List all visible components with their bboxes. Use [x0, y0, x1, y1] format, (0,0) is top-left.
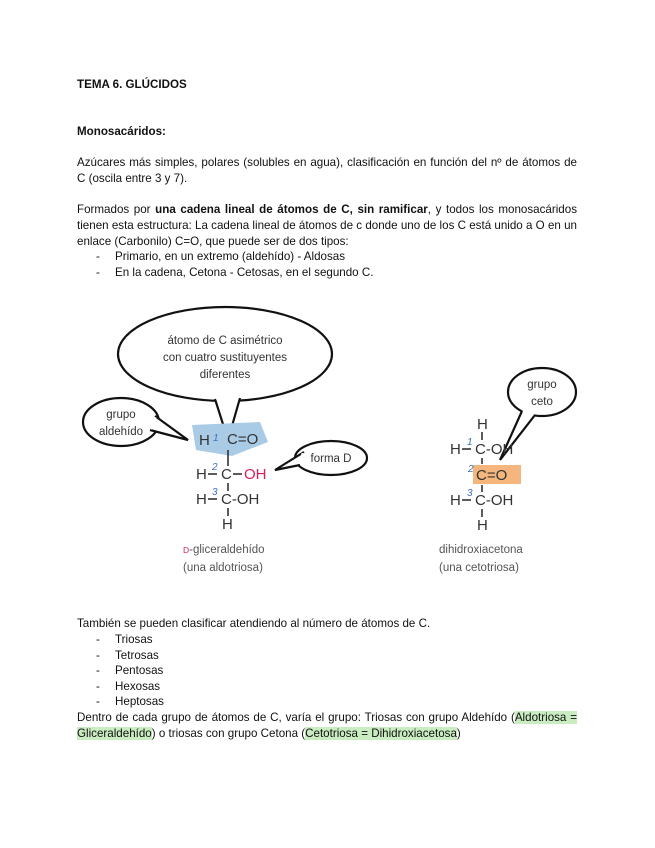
- structure-text-pre: Formados por: [77, 203, 156, 216]
- ketose-num-3: 3: [467, 488, 473, 499]
- bubble-keto-line1: grupo: [527, 379, 557, 391]
- bubble-top-line2: con cuatro sustituyentes: [162, 352, 288, 364]
- structure-text-bold: una cadena lineal de átomos de C, sin ramificar: [155, 203, 428, 216]
- list-item: - Hexosas: [96, 680, 161, 693]
- section-heading: Monosacáridos:: [77, 125, 166, 138]
- bubble-top-line1: átomo de C asimétrico: [167, 335, 283, 347]
- aldose-row2-c: C: [221, 466, 232, 483]
- highlight-gliceraldehido: Gliceraldehído: [77, 727, 152, 740]
- aldose-num-1: 1: [213, 433, 219, 444]
- bubble-keto-line2: ceto: [531, 396, 553, 408]
- group-paragraph: Dentro de cada grupo de átomos de C, varía el grupo: Triosas con grupo Aldehído (Aldotriosa = Gliceraldehído) o triosas con grupo Cetona (Cetotriosa = Dihidroxiacetosa): [77, 711, 577, 740]
- list-item: - Primario, en un extremo (aldehído) - Aldosas: [96, 250, 346, 263]
- list-item: - Tetrosas: [96, 649, 159, 662]
- aldose-row2-h: H: [196, 466, 207, 483]
- bubble-aldehyde-group: [83, 398, 188, 446]
- highlight-cetotriosa: Cetotriosa = Dihidroxiacetosa: [305, 727, 457, 740]
- aldose-hydroxyl-red: OH: [244, 466, 267, 483]
- bubble-d-form-label: forma D: [310, 453, 352, 465]
- ketose-num-1: 1: [467, 437, 473, 448]
- ketose-bottom-h: H: [477, 517, 488, 534]
- ketose-row3-rest: C-OH: [475, 492, 514, 509]
- list-item: - Pentosas: [96, 664, 164, 677]
- bubble-aldehyde-line2: aldehído: [98, 426, 144, 438]
- ketose-caption: dihidroxiacetona: [439, 544, 523, 556]
- ketose-row1-rest: C-OH: [475, 441, 514, 458]
- bubble-aldehyde-line1: grupo: [106, 409, 136, 421]
- structure-text-post: , y todos los monosacáridos tienen esta estructura: La cadena lineal de átomos de c donde uno de los C está unido a O en un enlace (Carbonilo) C=O, que puede ser de dos tipos:: [77, 203, 577, 248]
- ketose-row3-h: H: [450, 492, 461, 509]
- aldose-num-2: 2: [212, 462, 218, 473]
- ketose-top-h: H: [477, 416, 488, 433]
- aldose-row3-rest: C-OH: [221, 491, 260, 508]
- aldose-bottom-h: H: [222, 516, 233, 533]
- aldose-caption-sub: (una aldotriosa): [183, 562, 263, 574]
- list-item: - Triosas: [96, 633, 153, 646]
- aldose-row3-h: H: [196, 491, 207, 508]
- list-item: - En la cadena, Cetona - Cetosas, en el segundo C.: [96, 266, 374, 279]
- aldose-aldehyde-group: C=O: [227, 431, 259, 448]
- highlight-aldotriosa: Aldotriosa =: [514, 711, 577, 724]
- ketose-row1-h: H: [450, 441, 461, 458]
- intro-paragraph: Azúcares más simples, polares (solubles en agua), clasificación en función del nº de átomos de C (oscila entre 3 y 7).: [77, 156, 577, 185]
- list-item: - Heptosas: [96, 695, 164, 708]
- ketose-num-2: 2: [468, 464, 474, 475]
- ketose-keto-group: C=O: [476, 467, 508, 484]
- classification-paragraph: También se pueden clasificar atendiendo al número de átomos de C.: [77, 617, 431, 630]
- ketose-caption-sub: (una cetotriosa): [439, 562, 519, 574]
- aldose-row1-h: H: [199, 432, 210, 449]
- aldose-caption: D-gliceraldehído: [183, 544, 265, 556]
- glyceraldehyde-structure: [183, 422, 268, 574]
- aldose-num-3: 3: [212, 487, 218, 498]
- page-title: TEMA 6. GLÚCIDOS: [77, 78, 187, 91]
- bubble-top-line3: diferentes: [199, 369, 251, 381]
- bubble-d-form: [275, 441, 367, 475]
